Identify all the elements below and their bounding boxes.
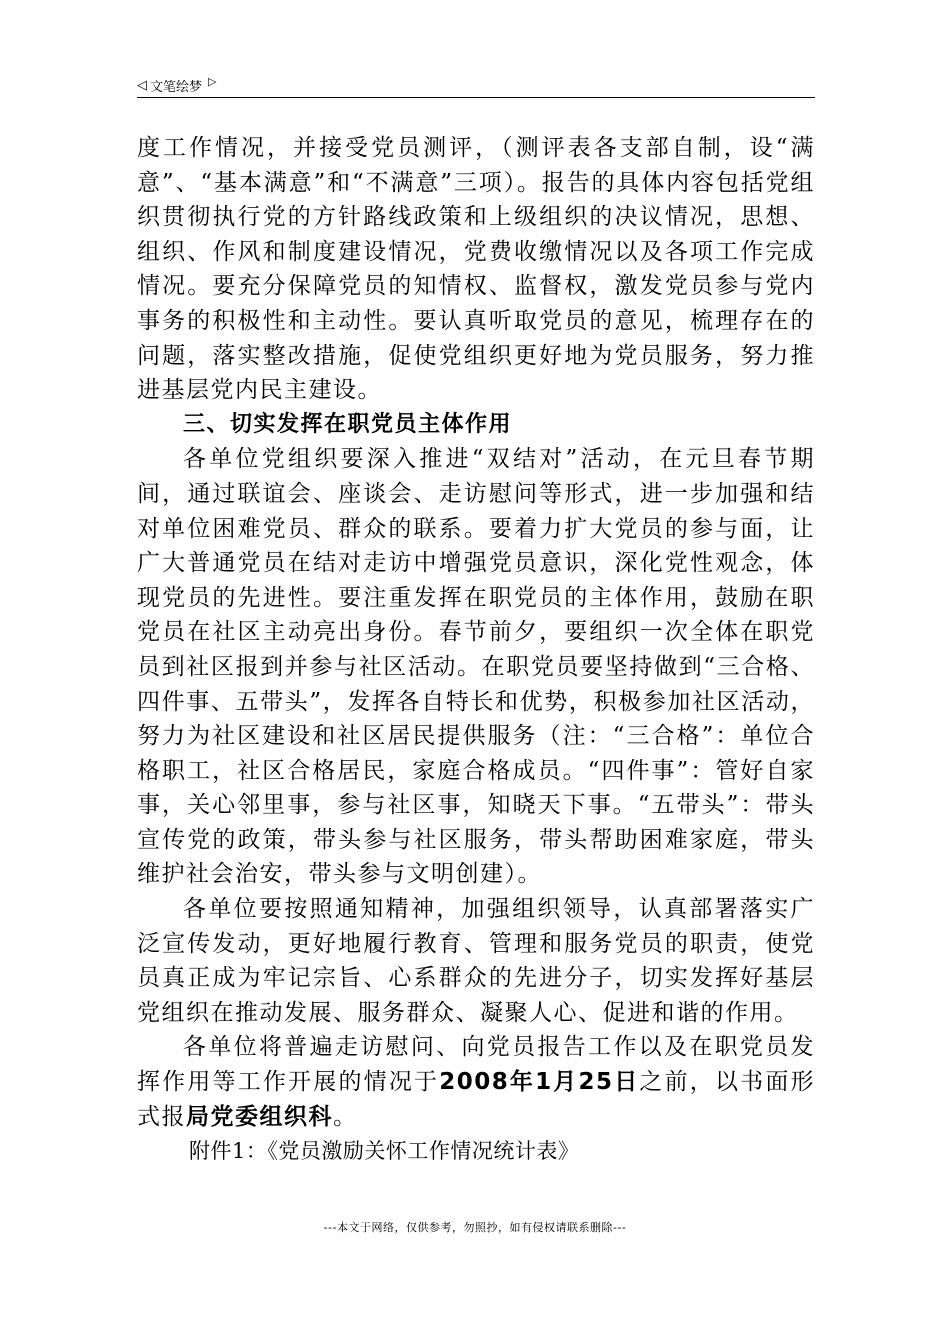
paragraph-implementation: 各单位要按照通知精神，加强组织领导，认真部署落实广泛宣传发动，更好地履行教育、管理和服务党员的职责，使党员真正成为牢记宗旨、心系群众的先进分子，切实发挥好基层党组织在推动发展、服务群众、凝聚人心、促进和谐的作用。	[137, 896, 815, 1026]
paragraph-reporting-deadline	[137, 1030, 815, 1134]
page-header	[137, 73, 815, 97]
deadline-text-mid: 之前，以书面形式报	[137, 1069, 816, 1130]
deadline-text-end: 。	[333, 1103, 358, 1130]
attachment-line: 附件1：《党员激励关怀工作情况统计表》	[189, 1139, 580, 1164]
section-heading-3: 三、切实发挥在职党员主体作用	[183, 411, 513, 437]
document-body	[137, 131, 815, 1169]
paragraph-report-continued: 度工作情况，并接受党员测评，（测评表各支部自制，设“满意”、“基本满意”和“不满意”三项）。报告的具体内容包括党组织贯彻执行党的方针路线政策和上级组织的决议情况，思想、组织、作风和制度建设情况，党费收缴情况以及各项工作完成情况。要充分保障党员的知情权、监督权，激发党员参与党内事务的积极性和主动性。要认真听取党员的意见，梳理存在的问题，落实整改措施，促使党组织更好地为党员服务，努力推进基层党内民主建设。	[137, 135, 815, 404]
deadline-text-pre: 各单位将普遍走访慰问、向党员报告工作以及在职党员发挥作用等工作开展的情况于	[137, 1034, 815, 1096]
paragraph-in-service-members: 各单位党组织要深入推进“双结对”活动，在元旦春节期间，通过联谊会、座谈会、走访慰问等形式，进一步加强和结对单位困难党员、群众的联系。要着力扩大党员的参与面，让广大普通党员在结对走访中增强党员意识，深化党性观念，体现党员的先进性。要注重发挥在职党员的主体作用，鼓励在职党员在社区主动亮出身份。春节前夕，要组织一次全体在职党员到社区报到并参与社区活动。在职党员要坚持做到“三合格、四件事、五带头”，发挥各自特长和优势，积极参加社区活动，努力为社区建设和社区居民提供服务（注：“三合格”：单位合格职工，社区合格居民，家庭合格成员。“四件事”：管好自家事，关心邻里事，参与社区事，知晓天下事。“五带头”：带头宣传党的政策，带头参与社区服务，带头帮助困难家庭，带头维护社会治安，带头参与文明创建）。	[137, 446, 815, 888]
footer-disclaimer: ---本文于网络，仅供参考，勿照抄，如有侵权请联系删除---	[323, 1221, 627, 1234]
header-title: 文笔绘梦	[150, 79, 203, 95]
right-triangle-icon: ▷	[208, 74, 217, 88]
header-divider	[137, 97, 815, 98]
deadline-date: 2008年1月25日	[439, 1069, 640, 1096]
recipient-org: 局党委组织科	[186, 1103, 333, 1130]
left-triangle-icon: ◁	[137, 77, 147, 93]
